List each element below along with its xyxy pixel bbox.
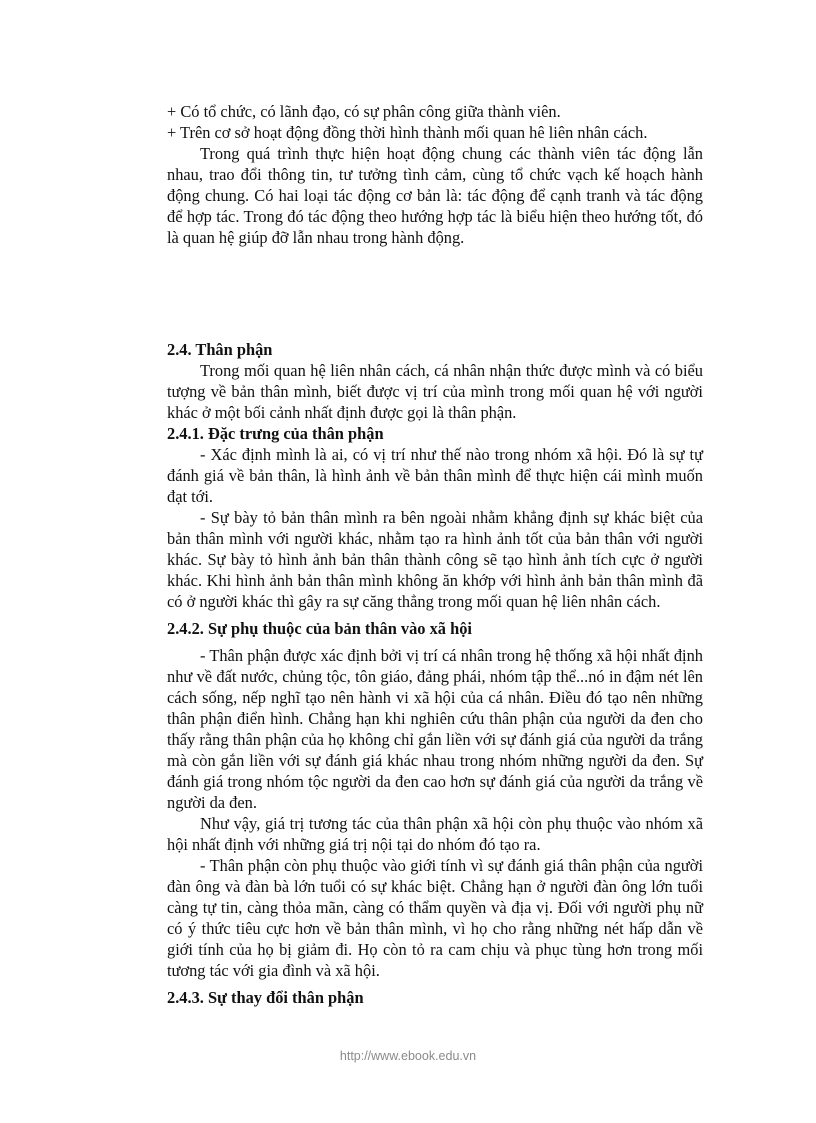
page-body [167, 101, 703, 1008]
heading-2-4: 2.4. Thân phận [167, 340, 273, 359]
paragraph-2-4-2-group-values: Như vậy, giá trị tương tác của thân phận xã hội còn phụ thuộc vào nhóm xã hội nhất định với những giá trị nội tại do nhóm đó tạo ra. [167, 814, 703, 854]
heading-2-4-1: 2.4.1. Đặc trưng của thân phận [167, 424, 384, 443]
bullet-relationship: + Trên cơ sở hoạt động đồng thời hình thành mối quan hê liên nhân cách. [167, 123, 648, 142]
heading-2-4-2: 2.4.2. Sự phụ thuộc của bản thân vào xã hội [167, 619, 472, 638]
spacer [167, 248, 703, 339]
paragraph-2-4-2-social-system: - Thân phận được xác định bởi vị trí cá nhân trong hệ thống xã hội nhất định như về đất nước, chủng tộc, tôn giáo, đảng phái, nhóm tập thể...nó in đậm nét lên cách sống, nếp nghĩ tạo nên hành vi xã hội của cá nhân. Điều đó tạo nên những thân phận điển hình. Chẳng hạn khi nghiên cứu thân phận của người da đen cho thấy rằng thân phận của họ không chỉ gắn liền với sự đánh giá của người da trắng mà còn gắn liền với sự đánh giá khác nhau trong nhóm những người da đen. Sự đánh giá trong nhóm tộc người da đen cao hơn sự đánh giá của người da trắng về người da đen. [167, 646, 703, 812]
paragraph-interaction: Trong quá trình thực hiện hoạt động chung các thành viên tác động lẫn nhau, trao đổi thông tin, tư tưởng tình cảm, cùng tổ chức vạch kế hoạch hành động chung. Có hai loại tác động cơ bản là: tác động để cạnh tranh và tác động để hợp tác. Trong đó tác động theo hướng hợp tác là biểu hiện theo hướng tốt, đó là quan hệ giúp đỡ lẫn nhau trong hành động. [167, 144, 703, 247]
paragraph-2-4-intro: Trong mối quan hệ liên nhân cách, cá nhân nhận thức được mình và có biểu tượng về bản thân mình, biết được vị trí của mình trong mối quan hệ với người khác ở một bối cảnh nhất định được gọi là thân phận. [167, 361, 703, 422]
paragraph-2-4-1-self-identity: - Xác định mình là ai, có vị trí như thế nào trong nhóm xã hội. Đó là sự tự đánh giá về bản thân, là hình ảnh về bản thân mình để thực hiện cái mình muốn đạt tới. [167, 445, 703, 506]
bullet-organization: + Có tổ chức, có lãnh đạo, có sự phân công giữa thành viên. [167, 102, 561, 121]
heading-2-4-3: 2.4.3. Sự thay đổi thân phận [167, 988, 364, 1007]
paragraph-2-4-1-self-expression: - Sự bày tỏ bản thân mình ra bên ngoài nhằm khẳng định sự khác biệt của bản thân mình với người khác, nhằm tạo ra hình ảnh tốt của bản thân với người khác. Sự bày tỏ hình ảnh bản thân thành công sẽ tạo hình ảnh tích cực ở người khác. Khi hình ảnh bản thân mình không ăn khớp với hình ảnh bản thân mình đã có ở người khác thì gây ra sự căng thẳng trong mối quan hệ liên nhân cách. [167, 508, 703, 611]
footer-url: http://www.ebook.edu.vn [339, 1049, 477, 1063]
paragraph-2-4-2-gender: - Thân phận còn phụ thuộc vào giới tính vì sự đánh giá thân phận của người đàn ông và đàn bà lớn tuổi có sự khác biệt. Chẳng hạn ở người đàn ông lớn tuổi càng tự tin, càng thỏa mãn, càng có thẩm quyền và địa vị. Đối với người phụ nữ có ý thức tiêu cực hơn về bản thân mình, vì họ cho rằng những nét hấp dẫn về giới tính của họ bị giảm đi. Họ còn tỏ ra cam chịu và phục tùng hơn trong mối tương tác với gia đình và xã hội. [167, 856, 703, 980]
